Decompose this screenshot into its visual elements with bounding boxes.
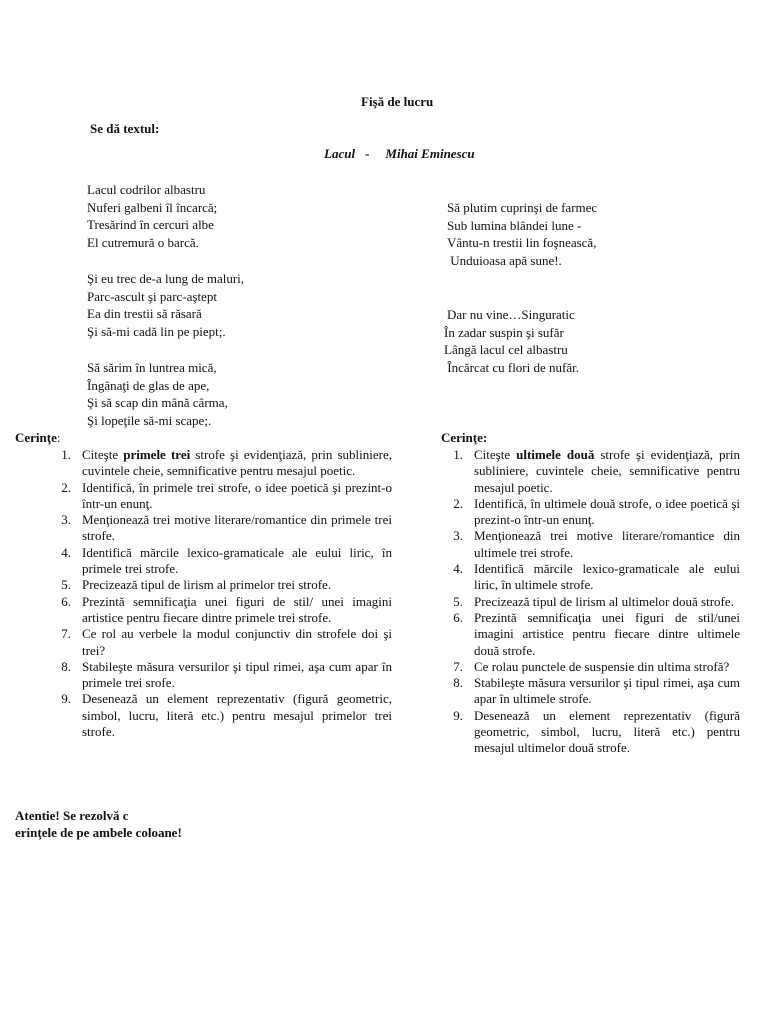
requirement-text: Identifică, în ultimele două strofe, o idee poetică şi prezint-o într-un enunţ. [474,495,740,528]
poem-stanza-5 [444,306,579,376]
requirement-item [61,658,392,692]
attention-line-1: Atentie! Se rezolvă c [15,808,129,823]
requirement-item [61,544,392,578]
requirement-item [453,561,740,594]
requirement-item [61,479,392,513]
poem-stanza-4 [447,199,597,269]
requirement-number: 5. [453,593,463,609]
requirement-text: Identifică mărcile lexico-gramaticale ale eului liric, în ultimele strofe. [474,561,740,593]
requirement-item [61,593,392,627]
requirement-text: Stabileşte măsura versurilor şi tipul rimei, aşa cum apar în primele trei srofe. [82,658,392,691]
requirement-text: Precizează tipul de lirism al ultimelor două strofe. [474,593,734,609]
attention-note [15,807,182,841]
requirement-text: Menţionează trei motive literare/romantice din ultimele trei strofe. [474,528,740,560]
requirement-emphasis: ultimele două [516,447,595,462]
requirement-text: Desenează un element reprezentativ (figură geometric, simbol, lucru, literă etc.) pentru mesajul ultimelor două strofe. [474,707,740,756]
requirement-text: Citeşte [474,447,517,462]
poem-stanza-2 [87,270,244,340]
requirement-number: 6. [61,593,71,609]
requirement-number: 2. [453,495,463,511]
verse-line: În zadar suspin şi sufăr [444,324,564,340]
requirements-list-right [453,447,740,757]
requirement-number: 4. [61,544,71,560]
requirement-number: 5. [61,577,71,593]
requirement-number: 8. [61,658,71,674]
verse-line: Şi să-mi cadă lin pe piept;. [87,323,226,339]
verse-line: El cutremură o barcă. [87,234,199,250]
requirement-number: 9. [453,707,463,723]
intro-label: Se dă textul: [90,121,160,136]
verse-line: Unduioasa apă sune!. [447,252,562,268]
verse-line: Şi eu trec de-a lung de maluri, [87,271,245,286]
requirement-item [453,495,740,529]
requirement-text: Identifică mărcile lexico-gramaticale ale eului liric, în primele trei strofe. [82,544,392,577]
verse-line: Dar nu vine…Singuratic [447,307,575,322]
requirement-item [453,707,740,757]
requirement-number: 1. [453,447,463,462]
requirement-text: Citeşte [82,447,124,462]
poem-stanza-1 [87,181,217,251]
requirement-text-rest: strofe şi evidenţiază, prin subliniere, cuvintele cheie, semnificative pentru mesajul poetic. [82,447,392,479]
requirement-text: Desenează un element reprezentativ (figură geometric, simbol, lucru, literă etc.) pentru mesajul primelor trei strofe. [82,691,392,740]
requirement-number: 3. [453,528,463,544]
verse-line: Să sărim în luntrea mică, [87,360,217,375]
requirement-text: Ce rol au verbele la modul conjunctiv din strofele doi şi trei? [82,626,392,658]
title-separator: - [365,146,370,161]
requirement-number: 4. [453,561,463,577]
requirement-number: 3. [61,512,71,528]
requirement-text: Ce rolau punctele de suspensie din ultima strofă? [474,658,730,674]
verse-line: Ea din trestii să răsară [87,306,202,322]
verse-line: Încărcat cu flori de nufăr. [444,359,579,375]
requirement-item [453,528,740,561]
requirement-item [453,447,740,496]
requirement-item [453,609,740,659]
requirement-item [61,447,392,480]
requirement-number: 8. [453,675,463,691]
requirement-number: 2. [61,479,71,495]
requirement-item [453,658,740,675]
worksheet-title: Fişă de lucru [361,94,434,109]
verse-line: Tresărind în cercuri albe [87,217,214,233]
verse-line: Să plutim cuprinşi de farmec [447,200,598,215]
poem-title-line [324,146,475,162]
requirement-item [453,593,740,610]
requirement-text: Prezintă semnificaţia unei figuri de stil/ unei imagini artistice pentru fiecare dintre primele trei strofe. [82,593,392,625]
verse-line: Îngânaţi de glas de ape, [87,377,210,393]
verse-line: Sub lumina blândei lune - [447,217,582,233]
requirement-number: 1. [61,447,71,462]
requirement-text: Precizează tipul de lirism al primelor trei strofe. [82,577,332,593]
requirement-text: Stabileşte măsura versurilor şi tipul rimei, aşa cum apar în ultimele strofe. [474,675,740,707]
poem-author: Mihai Eminescu [385,146,475,161]
poem-stanza-3 [87,359,228,429]
requirement-number: 7. [453,658,463,674]
requirement-number: 7. [61,626,71,642]
requirement-item [453,675,740,708]
requirements-list-left [61,447,392,740]
verse-line: Parc-ascult şi parc-aştept [87,288,217,304]
requirement-text: Identifică, în primele trei strofe, o idee poetică şi prezint-o într-un enunţ. [82,479,392,511]
verse-line: Vântu-n trestii lin foşnească, [447,235,597,251]
poem-title: Lacul [324,146,356,161]
verse-line: Lângă lacul cel albastru [444,342,568,358]
verse-line: Şi lopeţile să-mi scape;. [87,412,212,428]
verse-line: Nuferi galbeni îl încarcă; [87,199,218,215]
requirement-text: Prezintă semnificaţia unei figuri de stil/unei imagini artistice pentru fiecare dintre ultimele două strofe. [474,609,740,658]
requirement-text-rest: strofe şi evidenţiază, prin subliniere, cuvintele cheie, semnificative pentru mesajul poetic. [474,447,740,495]
requirement-item [61,626,392,659]
verse-line: Lacul codrilor albastru [87,182,206,197]
requirement-item [61,691,392,740]
attention-line-2: erinţele de pe ambele coloane! [15,825,182,840]
requirement-number: 6. [453,609,463,625]
requirement-text: Menţionează trei motive literare/romantice din primele trei strofe. [82,512,392,544]
requirements-heading-right: Cerinţe: [441,430,488,445]
requirement-emphasis: primele trei [123,447,191,462]
requirements-heading-left: Cerinţe: [15,430,61,445]
requirement-item [61,512,392,545]
requirement-number: 9. [61,691,71,707]
verse-line: Şi să scap din mână cârma, [87,395,228,411]
requirement-item [61,577,392,593]
